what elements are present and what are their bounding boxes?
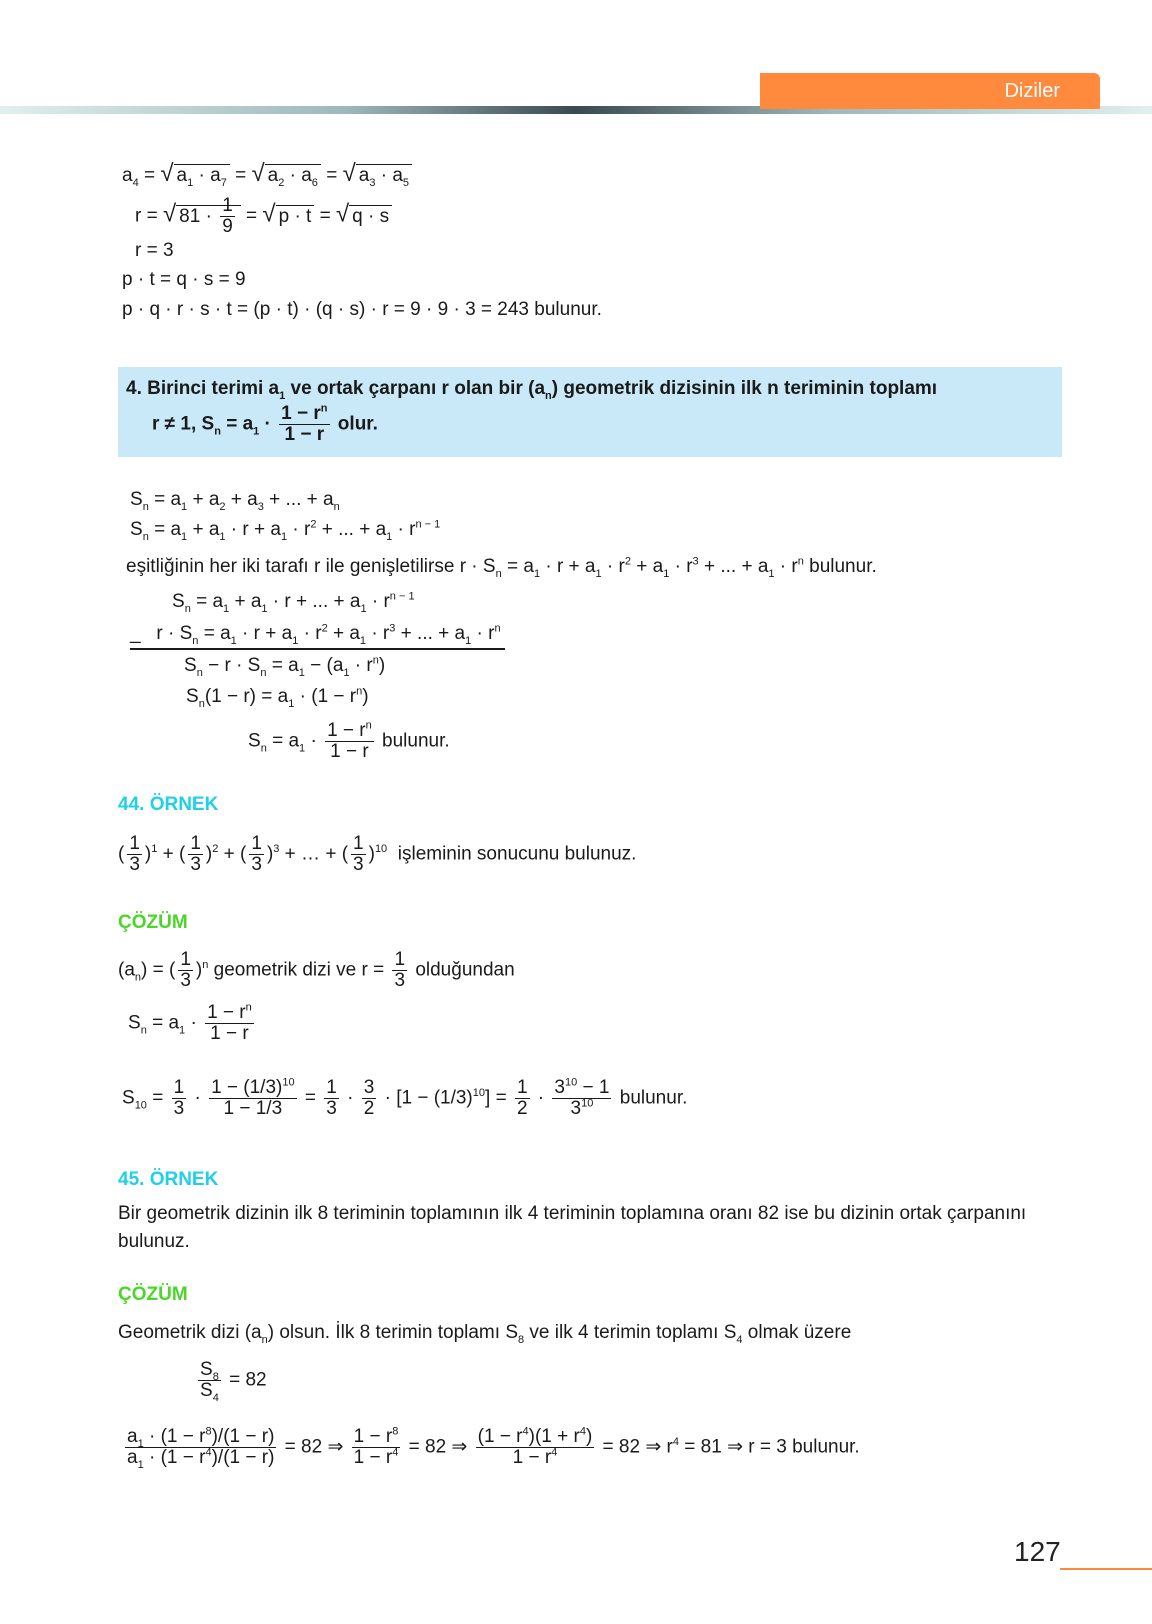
example-44-question: ( $\frac{1}{3}$ )$^1$ + ( $\frac{1}{3}$ )$^2$ + ( $\frac{1}{3}$ )$^3$ + … + ( $\frac{1}{3}$ )$^{10}$ işleminin sonucunu bulunuz. <box>118 833 637 875</box>
footer-line <box>1060 1568 1152 1570</box>
example-45-question: Bir geometrik dizinin ilk 8 teriminin toplamının ilk 4 teriminin toplamına oranı 82 ise bu dizinin ortak çarpanını bulunuz. <box>118 1203 1027 1252</box>
example-44-solution-line-1: $(a_n)$ = ( $\frac{1}{3}$ )$^n$ geometrik dizi ve r = $\frac{1}{3}$ olduğundan <box>118 949 515 991</box>
page-number: 127 <box>1014 1536 1061 1567</box>
example-45-solution-line-2: $\frac{S_8}{S_4}$ = 82 <box>200 1359 267 1404</box>
derivation-line-8: $S_n = a_1$ · $\frac{1 - r^n}{1 - r}$ bulunur. <box>248 719 450 762</box>
example-45-solution-title: ÇÖZÜM <box>118 1284 188 1305</box>
example-44-title: 44. ÖRNEK <box>118 794 219 815</box>
derivation-line-7: $S_n(1 - r) = a_1 \cdot (1 - r^n)$ <box>186 685 369 710</box>
derivation-line-5: _ $r \cdot S_n = a_1 \cdot r + a_1 \cdot r^2 + a_1 \cdot r^3$ + ... + $a_1 \cdot r^n$ <box>130 622 501 647</box>
proof-line-1: $a_4$ = √ $a_1 \cdot a_7$ = √ $a_2 \cdot a_6$ = √ $a_3 \cdot a_5$ <box>122 160 412 188</box>
subtraction-rule-line <box>130 648 505 650</box>
proof-line-4: p · t = q · s = 9 <box>122 269 246 290</box>
rule-text: 4. Birinci terimi $a_1$ ve ortak çarpanı r olan bir $(a_n)$ geometrik dizisinin ilk n teriminin toplamı <box>126 378 938 402</box>
derivation-line-2: $S_n = a_1 + a_1 \cdot r + a_1 \cdot r^2$ + ... + $a_1 \cdot r^{n - 1}$ <box>130 518 441 543</box>
proof-line-3: r = 3 <box>135 240 174 261</box>
chapter-title: Diziler <box>1004 80 1060 102</box>
derivation-line-4: $S_n = a_1 + a_1 \cdot r$ + ... + $a_1 \cdot r^{n - 1}$ <box>172 590 415 615</box>
derivation-line-6: $S_n - r \cdot S_n = a_1 - (a_1 \cdot r^n)$ <box>184 654 386 679</box>
example-44-solution-title: ÇÖZÜM <box>118 912 188 933</box>
example-45-solution-line-3: $\frac{a_1 \cdot (1 - r^8)/(1 - r)}{a_1 \cdot (1 - r^4)/(1 - r)}$ = 82 ⇒ $\frac{1 - r^8}{1 - r^4}$ = 82 ⇒ $\frac{(1 - r^4)(1 + r^4)}{1 - r^4}$ = 82 ⇒ $r^4 = 81$ ⇒ r = 3 bulunur. <box>127 1425 860 1471</box>
proof-line-2: r = √ 81 · $\frac{1}{9}$ = √ p · t = √ q · s <box>135 196 392 237</box>
derivation-line-3: eşitliğinin her iki tarafı r ile genişletilirse $r \cdot S_n = a_1 \cdot r + a_1 \cdot r^2 + a_1 \cdot r^3$ + ... + $a_1 \cdot r^n$ bulunur. <box>126 555 877 580</box>
derivation-line-1: $S_n = a_1 + a_2 + a_3$ + ... + $a_n$ <box>130 489 340 513</box>
chapter-tab <box>760 73 1100 109</box>
example-44-solution-line-3: $S_{10}$ = $\frac{1}{3}$ · $\frac{1 - (1/3)^{10}}{1 - 1/3}$ = $\frac{1}{3}$ · $\frac{3}{2}$ · $[1 - (1/3)^{10}]$ = $\frac{1}{2}$ · $\frac{3^{10} - 1}{3^{10}}$ bulunur. <box>122 1076 688 1119</box>
example-45-title: 45. ÖRNEK <box>118 1169 219 1190</box>
example-44-solution-line-2: $S_n = a_1$ · $\frac{1 - r^n}{1 - r}$ <box>128 1001 252 1044</box>
example-45-solution-line-1: Geometrik dizi $(a_n)$ olsun. İlk 8 terimin toplamı $S_8$ ve ilk 4 terimin toplamı $S_4$ olmak üzere <box>118 1322 852 1346</box>
proof-line-5: p · q · r · s · t = (p · t) · (q · s) · r = 9 · 9 · 3 = 243 bulunur. <box>122 299 602 320</box>
rule-formula: r ≠ 1, $S_n = a_1$ · $\frac{1 - r^n}{1 - r}$ olur. <box>152 402 378 445</box>
